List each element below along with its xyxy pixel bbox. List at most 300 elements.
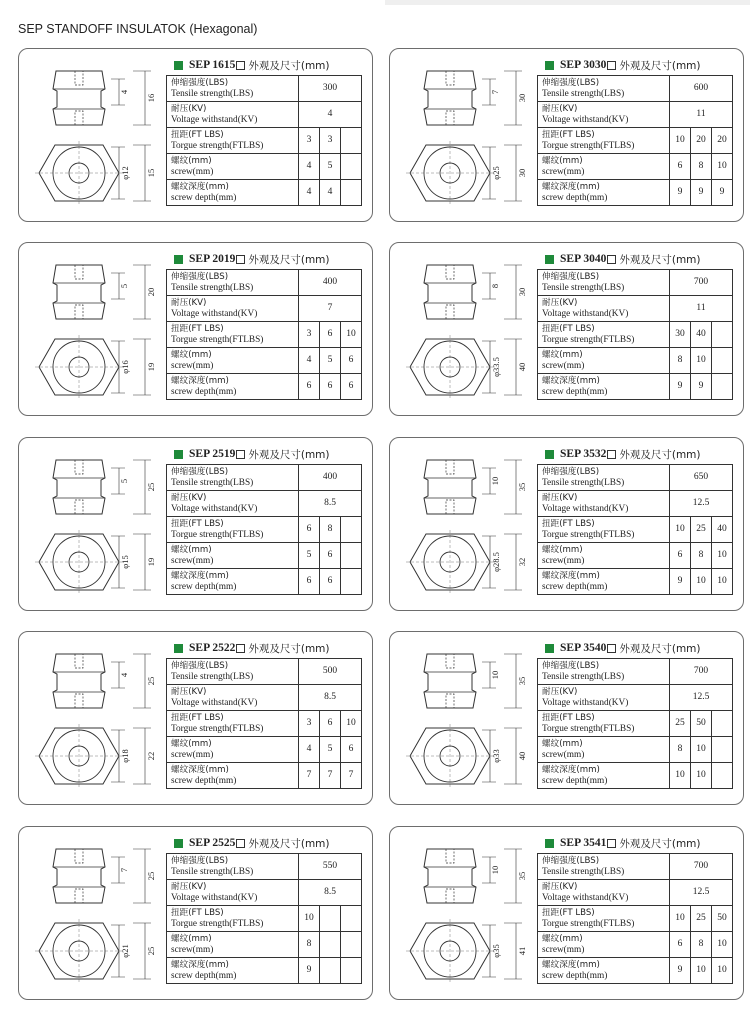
voltage-row xyxy=(167,685,362,711)
screw-row xyxy=(167,348,362,374)
checkbox-square-icon xyxy=(607,839,616,848)
spec-value-cell: 8 xyxy=(670,348,691,374)
spec-label-cell xyxy=(538,711,670,737)
spec-label-cell xyxy=(538,685,670,711)
product-card-sep-3540 xyxy=(389,631,744,805)
title-suffix: 外观及尺寸(mm) xyxy=(619,448,701,461)
spec-label-cell xyxy=(167,763,299,789)
spec-value-cell: 8 xyxy=(299,932,320,958)
title-suffix: 外观及尺寸(mm) xyxy=(619,59,701,72)
spec-label-text: Tensile strength(LBS) xyxy=(542,477,625,488)
spec-value-cell: 6 xyxy=(341,348,362,374)
spec-label-cell xyxy=(538,76,670,102)
spec-label-cell xyxy=(538,154,670,180)
spec-label-text: Torgue strength(FTLBS) xyxy=(542,529,635,540)
height-dimension: 30 xyxy=(517,287,527,297)
spec-label-text: 耐压(KV) xyxy=(171,882,207,892)
spec-value-cell: 7 xyxy=(299,296,362,322)
insulator-drawing xyxy=(400,450,530,608)
spec-table xyxy=(537,853,733,984)
diameter-dimension: φ15 xyxy=(120,555,130,569)
spec-label-text: 螺纹(mm) xyxy=(171,739,212,749)
spec-value-cell: 650 xyxy=(670,465,733,491)
checkbox-square-icon xyxy=(607,644,616,653)
spec-label-text: 耐压(KV) xyxy=(542,298,578,308)
spec-label-cell xyxy=(167,154,299,180)
spec-label-text: 螺纹深度(mm) xyxy=(542,571,600,581)
insulator-drawing xyxy=(400,644,530,802)
spec-value-cell: 400 xyxy=(299,465,362,491)
tensile-row xyxy=(538,270,733,296)
spec-value-cell: 3 xyxy=(299,711,320,737)
spec-label-text: screw(mm) xyxy=(542,749,585,760)
spec-label-cell xyxy=(167,296,299,322)
title-suffix: 外观及尺寸(mm) xyxy=(619,642,701,655)
title-suffix: 外观及尺寸(mm) xyxy=(619,253,701,266)
title-suffix: 外观及尺寸(mm) xyxy=(248,59,330,72)
spec-label-cell xyxy=(167,465,299,491)
spec-label-cell xyxy=(167,348,299,374)
spec-label-cell xyxy=(167,854,299,880)
spec-value-cell xyxy=(341,569,362,595)
checkbox-square-icon xyxy=(607,255,616,264)
spec-label-cell xyxy=(167,958,299,984)
spec-value-cell: 5 xyxy=(299,543,320,569)
voltage-row xyxy=(538,102,733,128)
spec-label-text: screw(mm) xyxy=(171,360,214,371)
spec-label-cell xyxy=(538,569,670,595)
diameter-dimension: φ12 xyxy=(120,166,130,180)
spec-value-cell xyxy=(712,763,733,789)
depth-row xyxy=(538,180,733,206)
spec-block xyxy=(166,444,362,595)
checkbox-square-icon xyxy=(607,61,616,70)
spec-label-text: 耐压(KV) xyxy=(542,882,578,892)
page-title: SEP STANDOFF INSULATOK (Hexagonal) xyxy=(18,22,258,36)
spec-value-cell: 25 xyxy=(691,906,712,932)
spec-value-cell: 4 xyxy=(299,180,320,206)
spec-label-text: 螺纹深度(mm) xyxy=(171,960,229,970)
checkbox-square-icon xyxy=(607,450,616,459)
spec-value-cell: 7 xyxy=(320,763,341,789)
diameter-dimension: φ21 xyxy=(120,944,130,958)
spec-value-cell: 6 xyxy=(320,569,341,595)
spec-value-cell: 7 xyxy=(299,763,320,789)
spec-label-text: 耐压(KV) xyxy=(171,493,207,503)
spec-title xyxy=(537,444,733,464)
thread-dimension: 10 xyxy=(490,865,500,875)
spec-block xyxy=(166,55,362,206)
diameter-dimension: φ25 xyxy=(491,166,501,180)
product-card-sep-3040 xyxy=(389,242,744,416)
spec-label-cell xyxy=(538,958,670,984)
screw-row xyxy=(167,543,362,569)
spec-label-cell xyxy=(538,270,670,296)
voltage-row xyxy=(538,491,733,517)
spec-value-cell: 50 xyxy=(712,906,733,932)
spec-value-cell: 40 xyxy=(691,322,712,348)
product-card-sep-2019 xyxy=(18,242,373,416)
green-square-icon xyxy=(545,450,554,459)
spec-label-cell xyxy=(538,465,670,491)
spec-label-text: Torgue strength(FTLBS) xyxy=(171,529,264,540)
spec-label-text: 耐压(KV) xyxy=(171,298,207,308)
spec-label-cell xyxy=(167,491,299,517)
spec-title xyxy=(166,55,362,75)
spec-label-text: screw(mm) xyxy=(542,166,585,177)
spec-label-text: 扭距(FT LBS) xyxy=(171,130,224,140)
spec-value-cell: 4 xyxy=(299,348,320,374)
product-card-sep-3030 xyxy=(389,48,744,222)
spec-label-text: 耐压(KV) xyxy=(171,104,207,114)
spec-label-text: Tensile strength(LBS) xyxy=(171,477,254,488)
height-dimension: 35 xyxy=(517,871,527,881)
spec-value-cell: 6 xyxy=(299,569,320,595)
spec-label-cell xyxy=(538,374,670,400)
spec-value-cell: 10 xyxy=(341,322,362,348)
spec-value-cell xyxy=(712,711,733,737)
spec-value-cell: 6 xyxy=(670,543,691,569)
green-square-icon xyxy=(174,839,183,848)
spec-value-cell xyxy=(341,543,362,569)
spec-label-text: screw(mm) xyxy=(171,749,214,760)
spec-label-cell xyxy=(538,348,670,374)
spec-value-cell: 10 xyxy=(712,543,733,569)
spec-value-cell: 8 xyxy=(670,737,691,763)
spec-label-text: screw depth(mm) xyxy=(171,970,237,981)
green-square-icon xyxy=(545,61,554,70)
spec-label-cell xyxy=(538,296,670,322)
spec-label-text: Torgue strength(FTLBS) xyxy=(171,918,264,929)
spec-label-cell xyxy=(538,322,670,348)
spec-label-text: Voltage withstand(KV) xyxy=(542,892,629,903)
voltage-row xyxy=(538,880,733,906)
spec-label-text: 螺纹深度(mm) xyxy=(171,765,229,775)
spec-value-cell: 550 xyxy=(299,854,362,880)
model-name: SEP 2522 xyxy=(189,642,236,654)
depth-row xyxy=(167,569,362,595)
spec-value-cell xyxy=(712,737,733,763)
spec-label-cell xyxy=(167,128,299,154)
green-square-icon xyxy=(545,255,554,264)
spec-value-cell: 6 xyxy=(299,374,320,400)
diameter-dimension: φ18 xyxy=(120,749,130,763)
spec-table xyxy=(537,464,733,595)
spec-label-text: screw(mm) xyxy=(171,555,214,566)
spec-label-text: 耐压(KV) xyxy=(542,687,578,697)
spec-label-text: 螺纹(mm) xyxy=(171,934,212,944)
spec-value-cell: 6 xyxy=(320,322,341,348)
checkbox-square-icon xyxy=(236,255,245,264)
spec-value-cell: 30 xyxy=(670,322,691,348)
voltage-row xyxy=(167,880,362,906)
thread-dimension: 4 xyxy=(119,89,129,95)
spec-value-cell: 700 xyxy=(670,854,733,880)
torque-row xyxy=(167,322,362,348)
spec-value-cell: 10 xyxy=(670,128,691,154)
screw-row xyxy=(167,932,362,958)
spec-label-cell xyxy=(538,491,670,517)
spec-value-cell: 700 xyxy=(670,270,733,296)
checkbox-square-icon xyxy=(236,450,245,459)
spec-label-text: Tensile strength(LBS) xyxy=(171,671,254,682)
spec-block xyxy=(537,55,733,206)
spec-label-cell xyxy=(167,517,299,543)
insulator-drawing xyxy=(29,839,159,997)
spec-value-cell: 300 xyxy=(299,76,362,102)
spec-table xyxy=(537,658,733,789)
spec-label-text: 伸缩强度(LBS) xyxy=(171,661,229,671)
spec-table xyxy=(537,75,733,206)
spec-table xyxy=(166,853,362,984)
spec-label-text: 螺纹(mm) xyxy=(542,350,583,360)
spec-label-cell xyxy=(538,659,670,685)
spec-value-cell: 4 xyxy=(299,154,320,180)
spec-label-text: Tensile strength(LBS) xyxy=(542,671,625,682)
spec-label-text: 螺纹(mm) xyxy=(171,350,212,360)
spec-label-text: 扭距(FT LBS) xyxy=(171,908,224,918)
spec-label-text: Voltage withstand(KV) xyxy=(171,697,258,708)
spec-label-text: 扭距(FT LBS) xyxy=(171,519,224,529)
spec-value-cell: 10 xyxy=(670,763,691,789)
spec-label-cell xyxy=(167,102,299,128)
spec-label-text: 螺纹深度(mm) xyxy=(171,182,229,192)
hex-dimension: 19 xyxy=(146,362,156,372)
insulator-drawing xyxy=(29,450,159,608)
voltage-row xyxy=(167,102,362,128)
spec-table xyxy=(166,269,362,400)
spec-label-cell xyxy=(167,659,299,685)
diameter-dimension: φ33 xyxy=(491,749,501,763)
hex-dimension: 15 xyxy=(146,168,156,178)
green-square-icon xyxy=(174,450,183,459)
spec-title xyxy=(166,833,362,853)
depth-row xyxy=(167,374,362,400)
spec-value-cell: 8 xyxy=(691,154,712,180)
spec-title xyxy=(537,638,733,658)
green-square-icon xyxy=(174,644,183,653)
spec-label-text: Voltage withstand(KV) xyxy=(171,503,258,514)
depth-row xyxy=(538,958,733,984)
torque-row xyxy=(538,517,733,543)
spec-value-cell: 3 xyxy=(299,322,320,348)
spec-label-cell xyxy=(167,880,299,906)
green-square-icon xyxy=(174,255,183,264)
tensile-row xyxy=(167,76,362,102)
spec-label-text: Torgue strength(FTLBS) xyxy=(171,723,264,734)
spec-value-cell xyxy=(320,906,341,932)
voltage-row xyxy=(538,685,733,711)
tensile-row xyxy=(538,76,733,102)
green-square-icon xyxy=(545,839,554,848)
spec-block xyxy=(166,249,362,400)
spec-label-cell xyxy=(538,763,670,789)
spec-value-cell: 8 xyxy=(691,932,712,958)
spec-value-cell: 7 xyxy=(341,763,362,789)
checkbox-square-icon xyxy=(236,61,245,70)
spec-label-cell xyxy=(167,180,299,206)
spec-label-text: Torgue strength(FTLBS) xyxy=(171,140,264,151)
spec-label-text: 扭距(FT LBS) xyxy=(171,324,224,334)
spec-value-cell: 12.5 xyxy=(670,491,733,517)
spec-label-cell xyxy=(167,906,299,932)
spec-label-cell xyxy=(167,569,299,595)
spec-value-cell: 10 xyxy=(670,517,691,543)
spec-value-cell: 5 xyxy=(320,348,341,374)
spec-value-cell: 10 xyxy=(712,932,733,958)
spec-label-text: screw depth(mm) xyxy=(171,386,237,397)
spec-value-cell: 4 xyxy=(320,180,341,206)
spec-label-text: Tensile strength(LBS) xyxy=(171,866,254,877)
spec-value-cell xyxy=(712,348,733,374)
spec-label-cell xyxy=(538,517,670,543)
spec-value-cell xyxy=(341,128,362,154)
spec-value-cell xyxy=(712,322,733,348)
spec-value-cell xyxy=(341,906,362,932)
spec-label-text: screw depth(mm) xyxy=(542,970,608,981)
tensile-row xyxy=(167,270,362,296)
spec-label-text: 伸缩强度(LBS) xyxy=(542,661,600,671)
height-dimension: 35 xyxy=(517,676,527,686)
spec-value-cell: 50 xyxy=(691,711,712,737)
spec-value-cell: 3 xyxy=(299,128,320,154)
spec-label-text: 扭距(FT LBS) xyxy=(171,713,224,723)
spec-value-cell: 6 xyxy=(320,711,341,737)
torque-row xyxy=(167,906,362,932)
spec-label-text: screw depth(mm) xyxy=(542,775,608,786)
spec-label-text: 扭距(FT LBS) xyxy=(542,713,595,723)
spec-label-text: Voltage withstand(KV) xyxy=(542,697,629,708)
spec-value-cell: 9 xyxy=(670,180,691,206)
torque-row xyxy=(167,128,362,154)
model-name: SEP 1615 xyxy=(189,59,236,71)
spec-value-cell: 6 xyxy=(320,543,341,569)
screw-row xyxy=(538,932,733,958)
spec-value-cell: 10 xyxy=(341,711,362,737)
product-card-sep-3541 xyxy=(389,826,744,1000)
insulator-drawing xyxy=(29,255,159,413)
spec-label-text: 螺纹(mm) xyxy=(171,545,212,555)
diameter-dimension: φ33.5 xyxy=(491,357,501,377)
product-card-sep-2525 xyxy=(18,826,373,1000)
spec-label-text: screw depth(mm) xyxy=(171,581,237,592)
spec-block xyxy=(166,833,362,984)
spec-value-cell: 9 xyxy=(712,180,733,206)
spec-label-text: Voltage withstand(KV) xyxy=(542,114,629,125)
spec-label-text: 伸缩强度(LBS) xyxy=(171,272,229,282)
spec-table xyxy=(166,75,362,206)
screw-row xyxy=(538,348,733,374)
torque-row xyxy=(167,517,362,543)
model-name: SEP 2525 xyxy=(189,837,236,849)
spec-label-text: Tensile strength(LBS) xyxy=(542,88,625,99)
spec-label-text: 扭距(FT LBS) xyxy=(542,130,595,140)
spec-value-cell: 5 xyxy=(320,154,341,180)
model-name: SEP 3040 xyxy=(560,253,607,265)
spec-label-text: 螺纹(mm) xyxy=(171,156,212,166)
height-dimension: 25 xyxy=(146,676,156,686)
title-suffix: 外观及尺寸(mm) xyxy=(248,837,330,850)
voltage-row xyxy=(167,491,362,517)
spec-label-text: Voltage withstand(KV) xyxy=(542,308,629,319)
spec-value-cell: 500 xyxy=(299,659,362,685)
spec-value-cell: 6 xyxy=(341,374,362,400)
hex-dimension: 30 xyxy=(517,168,527,178)
spec-label-cell xyxy=(167,270,299,296)
spec-value-cell: 3 xyxy=(320,128,341,154)
spec-label-cell xyxy=(538,880,670,906)
spec-label-text: Tensile strength(LBS) xyxy=(171,88,254,99)
spec-value-cell: 9 xyxy=(670,569,691,595)
hex-dimension: 19 xyxy=(146,557,156,567)
hex-dimension: 25 xyxy=(146,946,156,956)
product-card-sep-3532 xyxy=(389,437,744,611)
spec-table xyxy=(166,658,362,789)
spec-value-cell: 4 xyxy=(299,737,320,763)
spec-value-cell: 700 xyxy=(670,659,733,685)
depth-row xyxy=(538,763,733,789)
spec-label-cell xyxy=(167,76,299,102)
spec-title xyxy=(166,444,362,464)
tensile-row xyxy=(167,659,362,685)
spec-value-cell: 25 xyxy=(670,711,691,737)
spec-value-cell: 6 xyxy=(341,737,362,763)
thread-dimension: 4 xyxy=(119,672,129,678)
spec-value-cell: 25 xyxy=(691,517,712,543)
spec-label-cell xyxy=(167,374,299,400)
spec-value-cell: 12.5 xyxy=(670,880,733,906)
product-card-sep-2522 xyxy=(18,631,373,805)
spec-label-cell xyxy=(167,711,299,737)
product-card-sep-2519 xyxy=(18,437,373,611)
spec-label-text: Tensile strength(LBS) xyxy=(542,866,625,877)
spec-label-text: 伸缩强度(LBS) xyxy=(542,467,600,477)
title-suffix: 外观及尺寸(mm) xyxy=(248,253,330,266)
spec-value-cell: 600 xyxy=(670,76,733,102)
spec-value-cell: 10 xyxy=(670,906,691,932)
spec-block xyxy=(537,249,733,400)
spec-label-text: screw(mm) xyxy=(542,360,585,371)
spec-label-text: 伸缩强度(LBS) xyxy=(542,856,600,866)
spec-value-cell: 6 xyxy=(299,517,320,543)
spec-value-cell xyxy=(341,958,362,984)
tensile-row xyxy=(538,659,733,685)
spec-label-text: screw depth(mm) xyxy=(542,386,608,397)
height-dimension: 20 xyxy=(146,287,156,297)
checkbox-square-icon xyxy=(236,644,245,653)
spec-label-cell xyxy=(167,932,299,958)
spec-block xyxy=(537,833,733,984)
spec-title xyxy=(166,638,362,658)
spec-value-cell: 8.5 xyxy=(299,880,362,906)
spec-label-cell xyxy=(538,543,670,569)
spec-label-text: screw depth(mm) xyxy=(171,192,237,203)
spec-block xyxy=(166,638,362,789)
spec-label-cell xyxy=(538,128,670,154)
title-suffix: 外观及尺寸(mm) xyxy=(248,448,330,461)
spec-value-cell xyxy=(341,932,362,958)
spec-label-text: 耐压(KV) xyxy=(542,104,578,114)
spec-value-cell xyxy=(341,180,362,206)
spec-value-cell: 11 xyxy=(670,296,733,322)
spec-label-text: 螺纹深度(mm) xyxy=(542,765,600,775)
spec-label-text: screw depth(mm) xyxy=(542,581,608,592)
thread-dimension: 10 xyxy=(490,670,500,680)
spec-label-cell xyxy=(538,854,670,880)
spec-value-cell: 9 xyxy=(691,374,712,400)
spec-label-cell xyxy=(538,932,670,958)
spec-label-text: Voltage withstand(KV) xyxy=(171,114,258,125)
